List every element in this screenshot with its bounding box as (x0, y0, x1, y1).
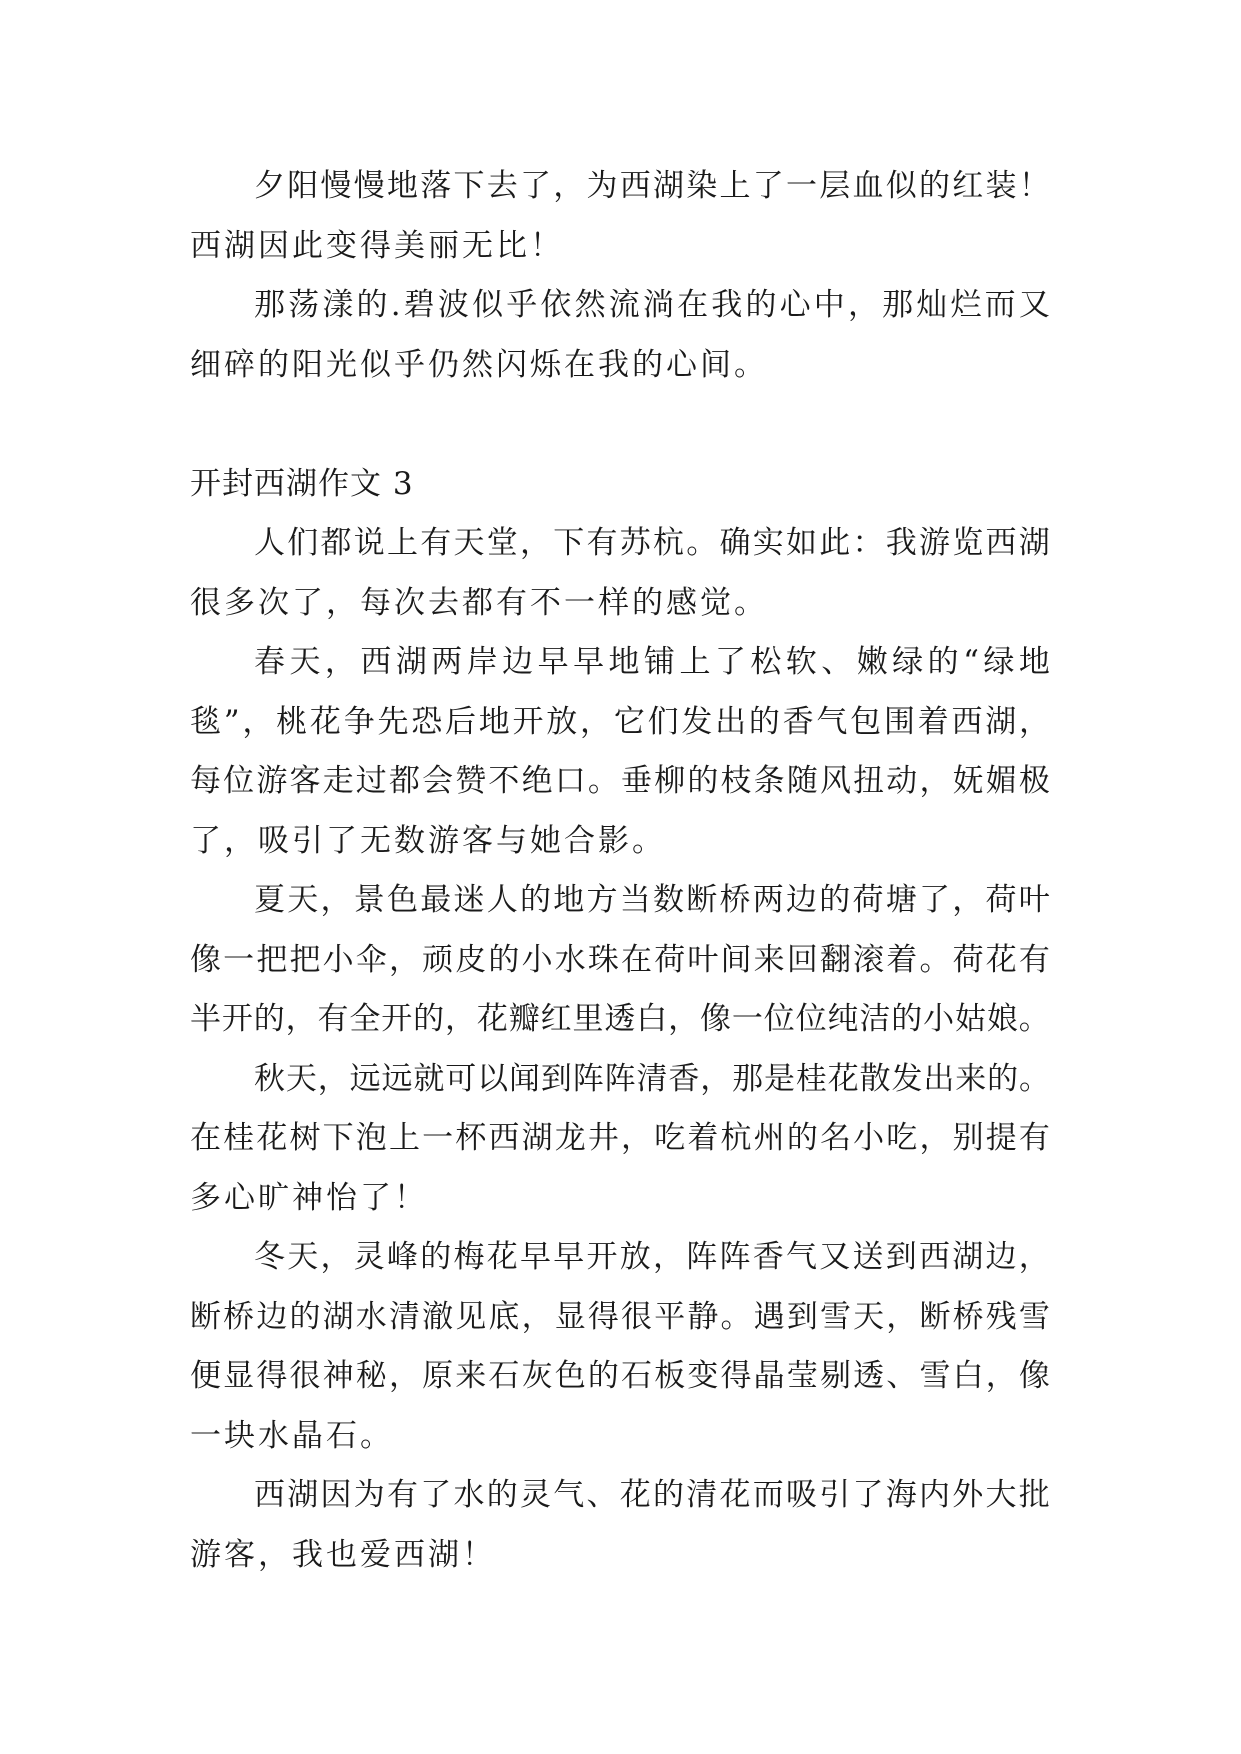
paragraph (190, 633, 1050, 871)
paragraph-line: 秋 天 ， 远 远 就 可 以 闻 到 阵 阵 清 香 ， 那 是 桂 花 散 发 出 来 的 。 (254, 1060, 1050, 1097)
paragraph-line: 每 位 游 客 走 过 都 会 赞 不 绝 口 。 垂 柳 的 枝 条 随 风 扭 动 ， 妩 媚 极 (190, 763, 1050, 799)
paragraph (190, 514, 1050, 633)
paragraph-line: 多心旷神怡了！ (190, 1179, 428, 1216)
paragraph-line: 在 桂 花 树 下 泡 上 一 杯 西 湖 龙 井 ， 吃 着 杭 州 的 名 小 吃 ， 别 提 有 (190, 1120, 1050, 1156)
paragraph-line: 断 桥 边 的 湖 水 清 澈 见 底 ， 显 得 很 平 静 。 遇 到 雪 天 ， 断 桥 残 雪 (190, 1298, 1050, 1335)
section-title: 开封西湖作文 3 (190, 465, 414, 502)
document-body (190, 157, 1050, 1585)
paragraph-line: 人 们 都 说 上 有 天 堂 ， 下 有 苏 杭 。 确 实 如 此 ： 我 游 览 西 湖 (254, 525, 1050, 561)
paragraph-line: 一块水晶石。 (190, 1417, 394, 1454)
paragraph-line: 了，吸引了无数游客与她合影。 (190, 822, 666, 859)
paragraph-line: 半 开 的 ， 有 全 开 的 ， 花 瓣 红 里 透 白 ， 像 一 位 位 纯 洁 的 小 姑 娘 。 (190, 1001, 1050, 1037)
paragraph-line: 很多次了，每次去都有不一样的感觉。 (190, 584, 768, 621)
paragraph-line: 冬 天 ， 灵 峰 的 梅 花 早 早 开 放 ， 阵 阵 香 气 又 送 到 西 湖 边 ， (254, 1239, 1050, 1275)
paragraph (190, 1050, 1050, 1229)
paragraph (190, 157, 1050, 276)
paragraph-line: 游客，我也爱西湖！ (190, 1536, 496, 1573)
paragraph-line: 毯 ” ， 桃 花 争 先 恐 后 地 开 放 ， 它 们 发 出 的 香 气 包 围 着 西 湖 ， (190, 703, 1050, 740)
paragraph-line: 像 一 把 把 小 伞 ， 顽 皮 的 小 水 珠 在 荷 叶 间 来 回 翻 滚 着 。 荷 花 有 (190, 941, 1050, 978)
paragraph (190, 871, 1050, 1050)
paragraph-line: 春 天 ， 西 湖 两 岸 边 早 早 地 铺 上 了 松 软 、 嫩 绿 的 “ 绿 地 (254, 644, 1050, 680)
paragraph-line: 西 湖 因 为 有 了 水 的 灵 气 、 花 的 清 花 而 吸 引 了 海 内 外 大 批 (254, 1477, 1050, 1513)
paragraph-line: 西湖因此变得美丽无比！ (190, 227, 564, 264)
paragraph (190, 1466, 1050, 1585)
paragraph (190, 1228, 1050, 1466)
paragraph-line: 细碎的阳光似乎仍然闪烁在我的心间。 (190, 346, 768, 383)
paragraph-line: 那 荡 漾 的 . 碧 波 似 乎 依 然 流 淌 在 我 的 心 中 ， 那 灿 烂 而 又 (254, 287, 1050, 323)
paragraph-line: 便 显 得 很 神 秘 ， 原 来 石 灰 色 的 石 板 变 得 晶 莹 剔 透 、 雪 白 ， 像 (190, 1358, 1050, 1394)
paragraph-line: 夏 天 ， 景 色 最 迷 人 的 地 方 当 数 断 桥 两 边 的 荷 塘 了 ， 荷 叶 (254, 882, 1050, 918)
spacer (190, 395, 1050, 455)
paragraph-line: 夕 阳 慢 慢 地 落 下 去 了 ， 为 西 湖 染 上 了 一 层 血 似 的 红 装 ！ (254, 168, 1050, 204)
paragraph (190, 276, 1050, 395)
